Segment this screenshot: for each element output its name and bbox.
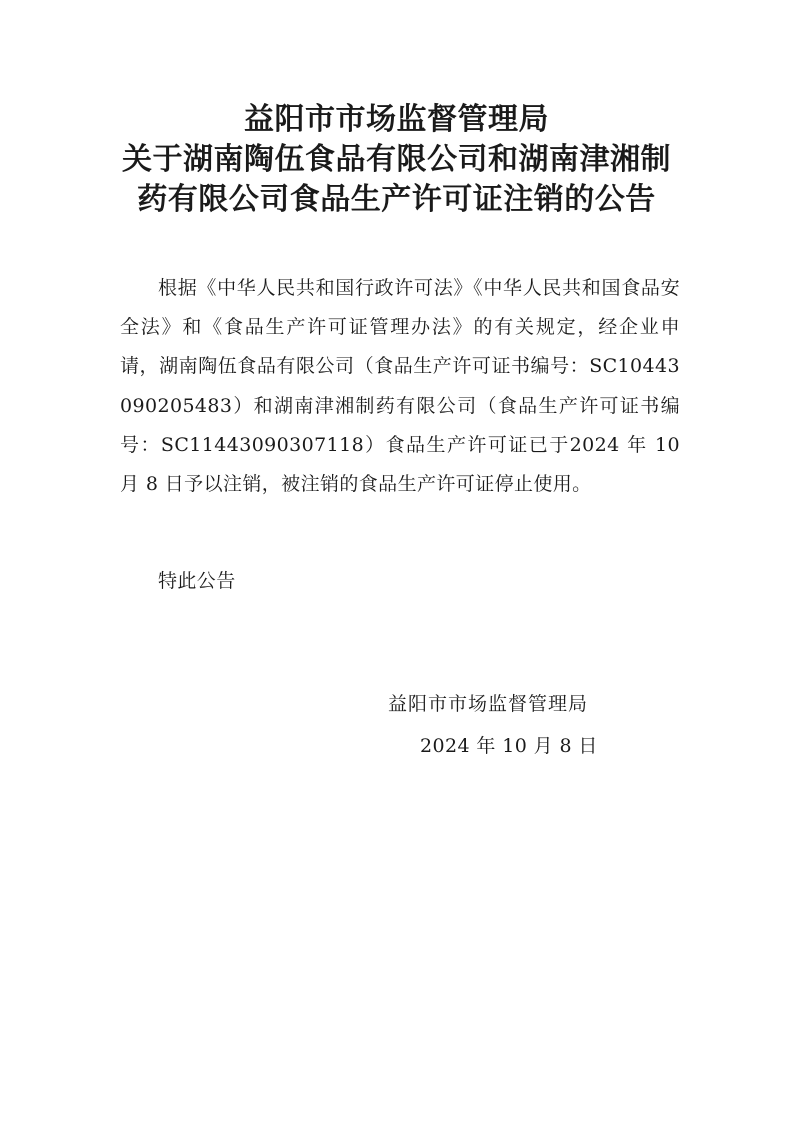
announcement-title (100, 100, 693, 220)
announcement-body (120, 269, 680, 504)
title-line-3: 药有限公司食品生产许可证注销的公告 (137, 182, 656, 217)
closing-phrase: 特此公告 (158, 570, 236, 592)
title-line-2: 关于湖南陶伍食品有限公司和湖南津湘制 (122, 142, 671, 177)
signature-date: 2024 年 10 月 8 日 (420, 735, 598, 757)
signature-organization: 益阳市市场监督管理局 (388, 693, 589, 715)
body-paragraph: 根据《中华人民共和国行政许可法》《中华人民共和国食品安全法》和《食品生产许可证管理办法》的有关规定，经企业申请，湖南陶伍食品有限公司（食品生产许可证书编号：SC10443090205483）和湖南津湘制药有限公司（食品生产许可证书编号：SC11443090307118）食品生产许可证已于2024 年 10 月 8 日予以注销，被注销的食品生产许可证停止使用。 (120, 277, 680, 496)
title-line-1: 益阳市市场监督管理局 (244, 102, 549, 137)
